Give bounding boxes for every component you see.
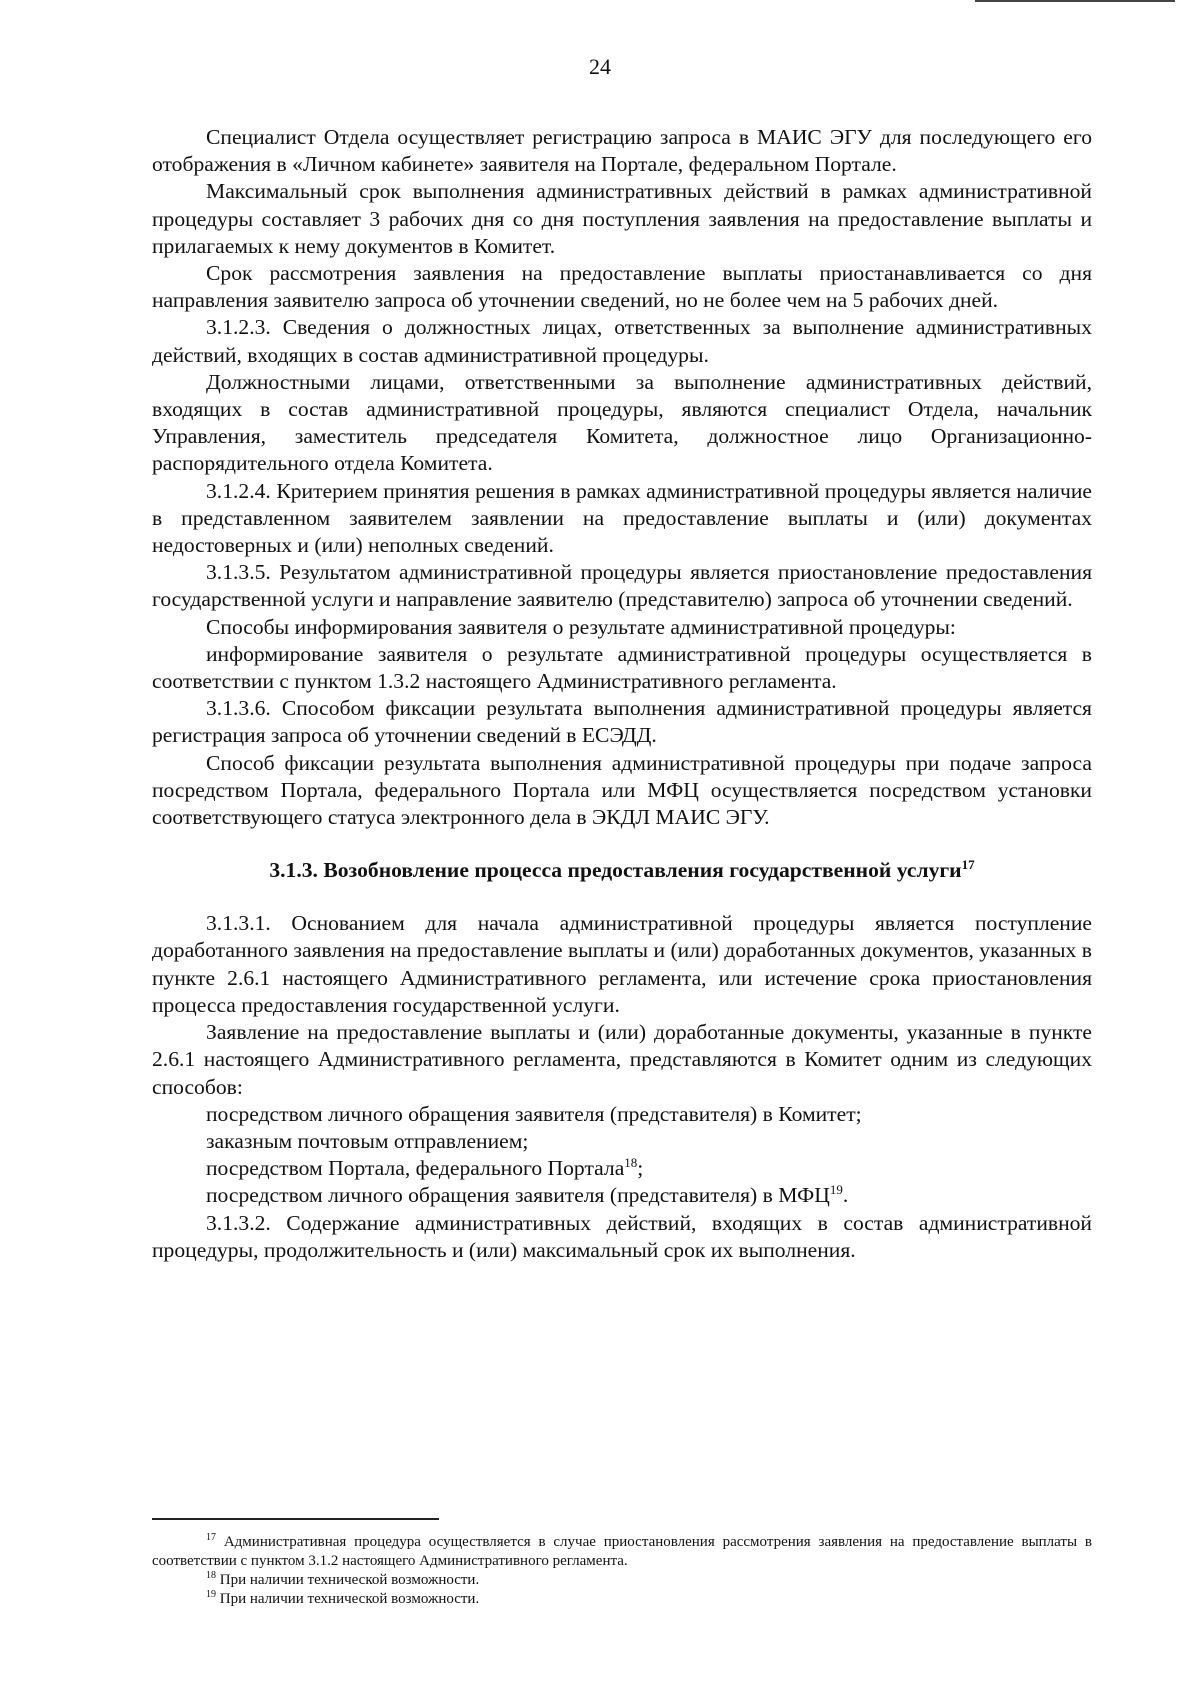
list-item: заказным почтовым отправлением; bbox=[206, 1128, 529, 1153]
footnote: $^{18}$ При наличии технической возможности. bbox=[206, 1570, 480, 1588]
paragraph: 3.1.3.5. Результатом административной процедуры является приостановление предоставления государственной услуги и направление заявителю (представителю) запроса об уточнении сведений. bbox=[152, 560, 1092, 612]
paragraph: 3.1.3.6. Способом фиксации результата выполнения административной процедуры является регистрация запроса об уточнении сведений в ЕСЭДД. bbox=[152, 696, 1092, 748]
paragraph: Заявление на предоставление выплаты и (или) доработанные документы, указанные в пункте 2.6.1 настоящего Административного регламента, представляются в Комитет одним из следующих способов: bbox=[152, 1020, 1092, 1099]
paragraph: 3.1.3.2. Содержание административных действий, входящих в состав административной процедуры, продолжительность и (или) максимальный срок их выполнения. bbox=[152, 1210, 1092, 1262]
list-item: посредством Портала, федерального Портала$^{18}$; bbox=[206, 1154, 644, 1181]
section-heading-text: 3.1.3. Возобновление процесса предоставления государственной услуги bbox=[269, 858, 962, 883]
list-item: посредством личного обращения заявителя (представителя) в Комитет; bbox=[206, 1101, 862, 1126]
footnotes bbox=[152, 1533, 1092, 1609]
footnote-ref[interactable]: 19 bbox=[829, 1182, 843, 1198]
footnote: $^{19}$ При наличии технической возможности. bbox=[206, 1589, 480, 1607]
paragraph: Должностными лицами, ответственными за выполнение административных действий, входящих в состав административной процедуры, являются специалист Отдела, начальник Управления, заместитель председателя Комитета, должностное лицо Организационно-распорядительного отдела Комитета. bbox=[152, 369, 1092, 476]
footnote: $^{17}$ Административная процедура осуществляется в случае приостановления рассмотрения заявления на предоставление выплаты в соответствии с пунктом 3.1.2 настоящего Административного регламента. bbox=[152, 1532, 1092, 1569]
top-border-line bbox=[975, 0, 1175, 2]
paragraph: 3.1.2.4. Критерием принятия решения в рамках административной процедуры является наличие в представленном заявителем заявлении на предоставление выплаты и (или) документах недостоверных и (или) неполных сведений. bbox=[152, 478, 1092, 558]
footnote-separator bbox=[152, 1518, 439, 1520]
document-body bbox=[152, 124, 1092, 1264]
paragraph: Срок рассмотрения заявления на предоставление выплаты приостанавливается со дня направления заявителю запроса об уточнении сведений, но не более чем на 5 рабочих дней. bbox=[152, 261, 1092, 313]
footnote-number: 19 bbox=[206, 1589, 216, 1600]
paragraph: 3.1.3.1. Основанием для начала административной процедуры является поступление доработанного заявления на предоставление выплаты и (или) доработанных документов, указанных в пункте 2.6.1 настоящего Административного регламента, или истечение срока приостановления процесса предоставления государственной услуги. bbox=[152, 911, 1092, 1017]
paragraph: Способы информирования заявителя о результате административной процедуры: bbox=[206, 614, 956, 639]
paragraph: Способ фиксации результата выполнения административной процедуры при подаче запроса посредством Портала, федерального Портала или МФЦ осуществляется посредством установки соответствующего статуса электронного дела в ЭКДЛ МАИС ЭГУ. bbox=[152, 750, 1092, 830]
paragraph: 3.1.2.3. Сведения о должностных лицах, ответственных за выполнение административных действий, входящих в состав административной процедуры. bbox=[152, 315, 1092, 367]
footnote-number: 18 bbox=[206, 1570, 216, 1581]
paragraph: Специалист Отдела осуществляет регистрацию запроса в МАИС ЭГУ для последующего его отображения в «Личном кабинете» заявителя на Портале, федеральном Портале. bbox=[152, 125, 1092, 177]
footnote-ref[interactable]: 17 bbox=[961, 857, 975, 873]
footnote-ref[interactable]: 18 bbox=[624, 1154, 638, 1170]
paragraph: информирование заявителя о результате административной процедуры осуществляется в соответствии с пунктом 1.3.2 настоящего Административного регламента. bbox=[152, 641, 1092, 694]
paragraph: Максимальный срок выполнения административных действий в рамках административной процедуры составляет 3 рабочих дня со дня поступления заявления на предоставление выплаты и прилагаемых к нему документов в Комитет. bbox=[152, 179, 1092, 258]
section-heading bbox=[152, 857, 1092, 884]
list-item: посредством личного обращения заявителя (представителя) в МФЦ$^{19}$. bbox=[206, 1182, 849, 1208]
page-number: 24 bbox=[589, 54, 611, 79]
footnote-number: 17 bbox=[206, 1532, 216, 1543]
